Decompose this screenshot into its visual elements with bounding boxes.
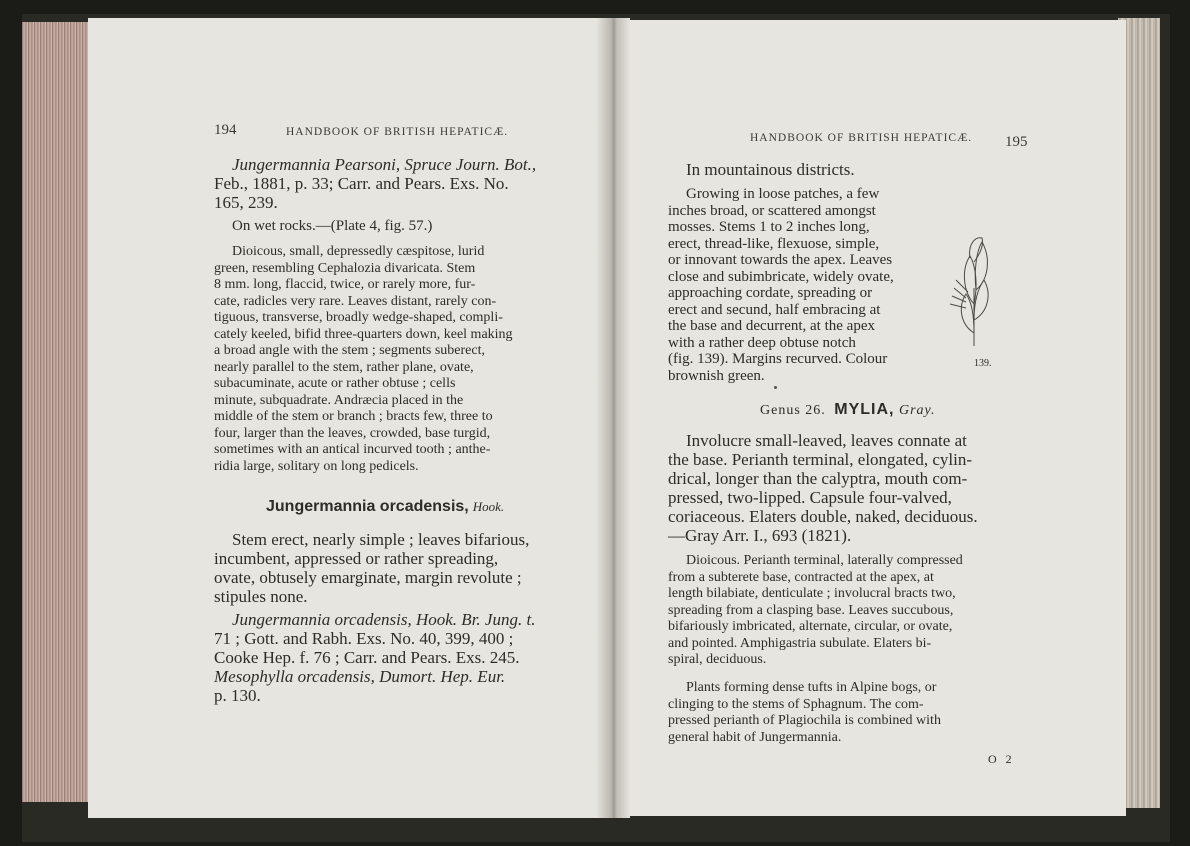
genus-line: Involucre small-leaved, leaves connate at — [686, 431, 967, 450]
growth-line: with a rather deep obtuse notch — [668, 334, 856, 351]
ref1-line: 165, 239. — [214, 193, 278, 212]
plants-line: general habit of Jungermannia. — [668, 729, 842, 745]
ref2-line: p. 130. — [214, 686, 261, 705]
dioicous-line: and pointed. Amphigastria subulate. Elaters bi- — [668, 635, 932, 651]
genus-author: Gray. — [899, 403, 936, 418]
growth-line: or innovant towards the apex. Leaves — [668, 252, 893, 268]
dioicous-line: spreading from a clasping base. Leaves succubous, — [668, 602, 954, 618]
growth-line: close and subimbricate, widely ovate, — [668, 268, 894, 285]
description-line: four, larger than the leaves, crowded, base turgid, — [214, 425, 491, 441]
ref2-line: Mesophylla orcadensis, Dumort. Hep. Eur. — [214, 667, 506, 686]
description-line: cate, radicles very rare. Leaves distant, rarely con- — [214, 293, 497, 309]
orcadensis-line: ovate, obtusely emarginate, margin revolute ; — [214, 568, 522, 587]
description-line: sometimes with an antical incurved tooth ; anthe- — [214, 442, 491, 457]
book-gutter — [596, 18, 630, 818]
description-line: ridia large, solitary on long pedicels. — [214, 458, 419, 474]
orcadensis-line: incumbent, appressed or rather spreading, — [214, 549, 499, 568]
orcadensis-line: stipules none. — [214, 587, 308, 606]
genus-heading — [760, 401, 936, 419]
ref2-line: Jungermannia orcadensis, Hook. Br. Jung. t. — [232, 610, 536, 629]
orcadensis-line: Stem erect, nearly simple ; leaves bifarious, — [232, 530, 530, 549]
species-heading-author: Hook. — [472, 499, 505, 514]
figure-label: 139. — [974, 358, 992, 369]
right-running-head: HANDBOOK OF BRITISH HEPATICÆ. — [750, 132, 973, 144]
description-line: middle of the stem or branch ; bracts few, three to — [214, 409, 493, 424]
left-page-number: 194 — [214, 122, 237, 138]
description-line: subacuminate, acute or rather obtuse ; cells — [214, 376, 456, 391]
growth-line: inches broad, or scattered amongst — [668, 202, 876, 219]
dioicous-line: spiral, deciduous. — [668, 652, 767, 667]
growth-line: mosses. Stems 1 to 2 inches long, — [668, 219, 870, 235]
description-line: green, resembling Cephalozia divaricata. Stem — [214, 260, 476, 276]
growth-line: (fig. 139). Margins recurved. Colour — [668, 351, 888, 367]
growth-line: approaching cordate, spreading or — [668, 285, 873, 301]
dioicous-line: bifariously imbricated, alternate, circular, or ovate, — [668, 619, 953, 634]
genus-line: coriaceous. Elaters double, naked, deciduous. — [668, 507, 978, 526]
genus-number: Genus 26. — [760, 403, 826, 418]
description-line: a broad angle with the stem ; segments suberect, — [214, 343, 485, 358]
description-line: Dioicous, small, depressedly cæspitose, lurid — [232, 244, 485, 259]
genus-line: drical, longer than the calyptra, mouth com- — [668, 469, 968, 488]
plants-line: clinging to the stems of Sphagnum. The com- — [668, 696, 924, 712]
growth-line: brownish green. — [668, 367, 765, 384]
habitat-note: On wet rocks.—(Plate 4, fig. 57.) — [232, 218, 433, 234]
plants-line: pressed perianth of Plagiochila is combined with — [668, 713, 941, 728]
left-running-head: HANDBOOK OF BRITISH HEPATICÆ. — [286, 126, 509, 138]
ornament-dot — [774, 386, 777, 389]
right-page-number: 195 — [1005, 134, 1028, 150]
signature-mark: O 2 — [988, 752, 1015, 766]
dioicous-line: length bilabiate, denticulate ; involucral bracts two, — [668, 586, 956, 601]
plants-line: Plants forming dense tufts in Alpine bogs, or — [686, 680, 937, 695]
growth-line: Growing in loose patches, a few — [686, 186, 880, 202]
plant-illustration — [944, 228, 1014, 353]
genus-line: the base. Perianth terminal, elongated, cylin- — [668, 450, 973, 469]
genus-line: pressed, two-lipped. Capsule four-valved, — [668, 488, 952, 507]
description-line: nearly parallel to the stem, rather plane, ovate, — [214, 359, 474, 375]
ref2-line: 71 ; Gott. and Rabh. Exs. No. 40, 399, 400 ; — [214, 629, 514, 648]
genus-name: MYLIA, — [834, 401, 895, 418]
intro-line: In mountainous districts. — [686, 160, 855, 179]
description-line: 8 mm. long, flaccid, twice, or rarely more, fur- — [214, 277, 476, 292]
dioicous-line: from a subterete base, contracted at the apex, at — [668, 569, 934, 585]
species-heading-name: Jungermannia orcadensis, — [266, 498, 469, 515]
ref1-line: Feb., 1881, p. 33; Carr. and Pears. Exs. No. — [214, 174, 509, 193]
description-line: tiguous, transverse, broadly wedge-shaped, compli- — [214, 310, 503, 325]
ref2-line: Cooke Hep. f. 76 ; Carr. and Pears. Exs. 245. — [214, 648, 520, 667]
dioicous-line: Dioicous. Perianth terminal, laterally compressed — [686, 553, 963, 568]
genus-line: —Gray Arr. I., 693 (1821). — [668, 526, 852, 545]
growth-line: the base and decurrent, at the apex — [668, 318, 875, 334]
ref1-line: Jungermannia Pearsoni, Spruce Journ. Bot., — [232, 155, 537, 174]
growth-line: erect, thread-like, flexuose, simple, — [668, 235, 880, 252]
description-line: minute, subquadrate. Andræcia placed in the — [214, 392, 464, 408]
growth-line: erect and secund, half embracing at — [668, 301, 881, 318]
description-line: cately keeled, bifid three-quarters down, keel making — [214, 326, 513, 342]
left-page-edges — [22, 22, 92, 802]
species-heading — [266, 498, 504, 516]
